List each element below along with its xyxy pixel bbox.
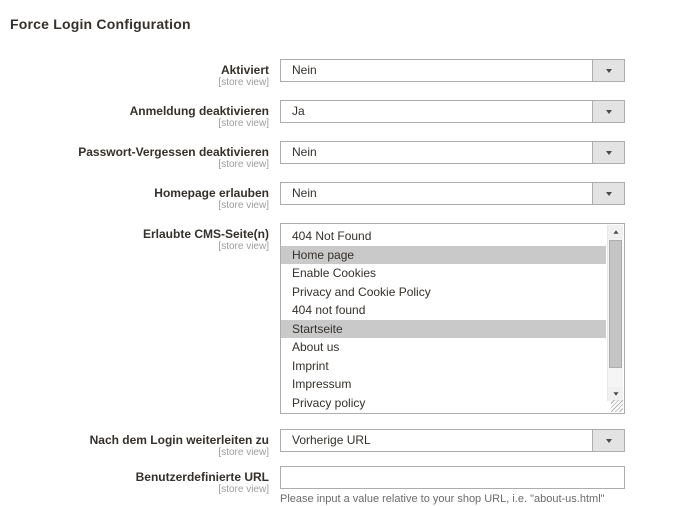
resize-grip-icon[interactable] (611, 400, 623, 412)
cms-pages-multiselect[interactable] (280, 223, 625, 414)
cms-page-option[interactable]: Enable Cookies (292, 266, 377, 280)
field-col (280, 466, 625, 506)
field-col (280, 100, 625, 130)
field-col (280, 429, 625, 459)
field-label-col (0, 141, 280, 171)
scope-label: [store view] (218, 159, 269, 170)
field-label-col (0, 223, 280, 414)
field-label: Benutzerdefinierte URL (135, 470, 269, 484)
field-label: Aktiviert (220, 63, 269, 77)
homepage-erlauben-select[interactable] (280, 182, 625, 205)
chevron-down-icon[interactable] (592, 101, 624, 122)
field-note: Please input a value relative to your shop URL, i.e. "about-us.html" (280, 493, 605, 505)
field-col (280, 182, 625, 212)
caret-up-glyph (613, 230, 618, 233)
redirect-select[interactable] (280, 429, 625, 452)
field-label-col (0, 100, 280, 130)
field-row-homepage-erlauben (0, 182, 688, 212)
select-value: Ja (292, 104, 305, 118)
scrollbar[interactable] (607, 225, 623, 401)
field-label-col (0, 429, 280, 459)
select-value: Nein (292, 145, 317, 159)
config-form (0, 59, 688, 506)
scope-label: [store view] (218, 118, 269, 129)
select-value: Nein (292, 186, 317, 200)
field-row-redirect (0, 429, 688, 459)
custom-url-input[interactable] (280, 466, 625, 489)
field-col (280, 59, 625, 89)
scope-label: [store view] (218, 241, 269, 252)
chevron-down-icon[interactable] (592, 60, 624, 81)
caret-down-glyph (613, 392, 618, 395)
select-value: Vorherige URL (292, 433, 371, 447)
caret-down-glyph (606, 192, 612, 196)
aktiviert-select[interactable] (280, 59, 625, 82)
field-row-cms-pages (0, 223, 688, 414)
field-label: Anmeldung deaktivieren (129, 104, 269, 118)
scrollbar-thumb[interactable] (609, 240, 622, 368)
field-label: Erlaubte CMS-Seite(n) (142, 227, 269, 241)
passwort-vergessen-select[interactable] (280, 141, 625, 164)
field-row-anmeldung-deaktivieren (0, 100, 688, 130)
field-label: Nach dem Login weiterleiten zu (89, 433, 269, 447)
cms-page-option[interactable]: 404 not found (292, 303, 366, 317)
chevron-down-icon[interactable] (592, 183, 624, 204)
cms-page-option[interactable]: Imprint (292, 358, 329, 373)
caret-down-glyph (606, 151, 612, 155)
caret-down-glyph (606, 110, 612, 114)
cms-page-option[interactable]: Privacy policy (292, 395, 366, 410)
cms-page-option[interactable]: Privacy and Cookie Policy (292, 284, 431, 299)
cms-page-option[interactable]: Impressum (292, 377, 352, 391)
scroll-down-icon[interactable] (608, 387, 623, 401)
select-value: Nein (292, 63, 317, 77)
field-label: Homepage erlauben (154, 186, 269, 200)
field-label-col (0, 182, 280, 212)
field-col (280, 223, 625, 414)
chevron-down-icon[interactable] (592, 430, 624, 451)
caret-down-glyph (606, 439, 612, 443)
field-label-col (0, 466, 280, 506)
field-row-passwort-vergessen (0, 141, 688, 171)
cms-page-option[interactable]: About us (292, 340, 340, 354)
scope-label: [store view] (218, 77, 269, 88)
scope-label: [store view] (218, 447, 269, 458)
field-col (280, 141, 625, 171)
scroll-up-icon[interactable] (608, 225, 623, 239)
cms-page-option[interactable]: Startseite (281, 320, 606, 339)
page-title: Force Login Configuration (10, 16, 191, 32)
field-label: Passwort-Vergessen deaktivieren (78, 145, 269, 159)
cms-page-option[interactable]: 404 Not Found (292, 229, 372, 243)
scope-label: [store view] (218, 484, 269, 495)
field-row-aktiviert (0, 59, 688, 89)
field-label-col (0, 59, 280, 89)
anmeldung-deaktivieren-select[interactable] (280, 100, 625, 123)
field-row-custom-url (0, 466, 688, 506)
scope-label: [store view] (218, 200, 269, 211)
chevron-down-icon[interactable] (592, 142, 624, 163)
caret-down-glyph (606, 69, 612, 73)
cms-page-option[interactable]: Home page (281, 246, 606, 265)
